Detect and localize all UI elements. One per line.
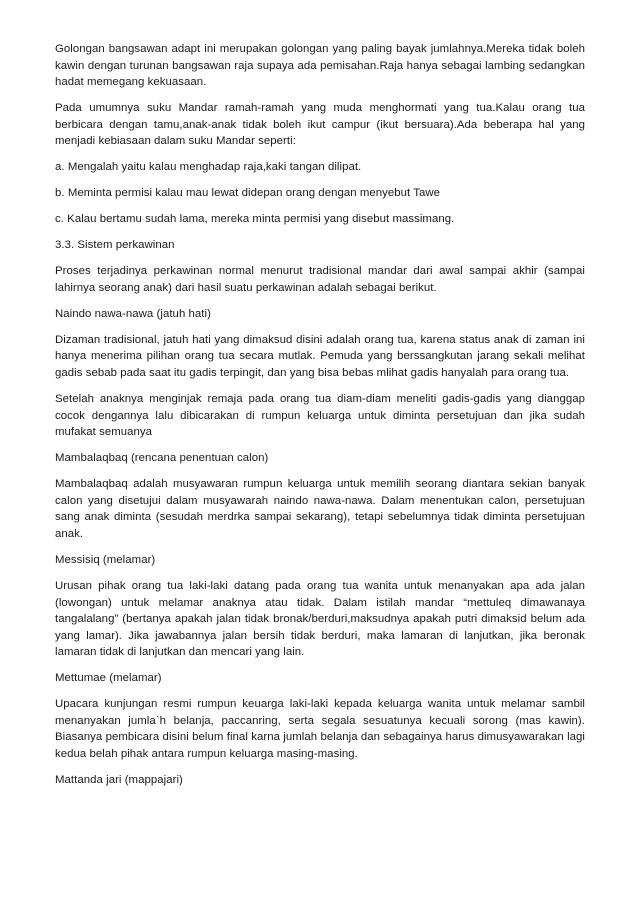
- subheading-messisiq: Messisiq (melamar): [55, 553, 156, 566]
- list-item-a: a. Mengalah yaitu kalau menghadap raja,kaki tangan dilipat.: [55, 161, 362, 174]
- paragraph-mambalaqbaq: Mambalaqbaq adalah musyawaran rumpun keluarga untuk memilih seorang diantara sekian banyak calon yang disetujui dalam musyawarah naindo nawa-nawa. Dalam menentukan calon, persetujuan sang anak diminta (sesudah merdrka sampai sekarang), tetapi sebelumnya tidak diminta persetujuan anak.: [55, 478, 585, 540]
- paragraph-bangsawan: Golongan bangsawan adapt ini merupakan golongan yang paling bayak jumlahnya.Mereka tidak boleh kawin dengan turunan bangsawan raja supaya ada pemisahan.Raja hanya sebagai lambing sedangkan hadat memegang kekuasaan.: [55, 43, 585, 89]
- paragraph-urusan-pihak: Urusan pihak orang tua laki-laki datang pada orang tua wanita untuk menanyakan apa ada jalan (lowongan) untuk melamar anaknya atau tidak. Dalam istilah mandar “mettuleq dimawanaya tangalalang” (bertanya apakah jalan tidak bronak/berduri,maksudnya apakah putri dimaksid belum ada yang lamar). Jika jawabannya jalan bersih tidak berduri, maka lamaran di lanjutkan, jika beronak lamaran tidak di lanjutkan dan mencari yang lain.: [55, 579, 585, 659]
- subheading-mambalaqbaq: Mambalaqbaq (rencana penentuan calon): [55, 452, 269, 465]
- paragraph-upacara-kunjungan: Upacara kunjungan resmi rumpun keuarga laki-laki kepada keluarga wanita untuk melamar sambil menanyakan jumla`h belanja, paccanring, serta segala sesuatunya kecuali sorong (mas kawin). Biasanya pembicara disini belum final karna jumlah belanja dan sebagainya harus dimusyawarakan lagi kedua belah pihak antara rumpun keluarga masing-masing.: [55, 698, 585, 761]
- subheading-mettumae: Mettumae (melamar): [55, 672, 162, 685]
- paragraph-suku-mandar: Pada umumnya suku Mandar ramah-ramah yang muda menghormati yang tua.Kalau orang tua berbicara dengan tamu,anak-anak tidak boleh ikut campur (ikut bersuara).Ada beberapa hal yang menjadi kebiasaan dalam suku Mandar seperti:: [55, 102, 585, 148]
- subheading-naindo-nawa-nawa: Naindo nawa-nawa (jatuh hati): [55, 307, 211, 320]
- subheading-mattanda-jari: Mattanda jari (mappajari): [55, 774, 183, 787]
- list-item-c: c. Kalau bertamu sudah lama, mereka minta permisi yang disebut massimang.: [55, 213, 455, 226]
- paragraph-setelah-anaknya: Setelah anaknya menginjak remaja pada orang tua diam-diam meneliti gadis-gadis yang dianggap cocok dengannya lalu dibicarakan di rumpun keluarga untuk diminta persetujuan dan jika sudah mufakat semuanya: [55, 393, 585, 439]
- paragraph-dizaman-tradisional: Dizaman tradisional, jatuh hati yang dimaksud disini adalah orang tua, karena status anak di zaman ini hanya menerima pilihan orang tua secara mutlak. Pemuda yang berssangkutan jarang sekali melihat gadis sebab pada saat itu gadis terpingit, dan yang bisa bebas mlihat gadis hanyalah para orang tua.: [55, 333, 585, 380]
- document-page: [55, 41, 585, 798]
- paragraph-proses-perkawinan: Proses terjadinya perkawinan normal menurut tradisional mandar dari awal sampai akhir (sampai lahirnya seorang anak) dari hasil suatu perkawinan adalah sebagai berikut.: [55, 265, 585, 294]
- section-heading-sistem-perkawinan: 3.3. Sistem perkawinan: [55, 239, 175, 252]
- list-item-b: b. Meminta permisi kalau mau lewat didepan orang dengan menyebut Tawe: [55, 187, 441, 200]
